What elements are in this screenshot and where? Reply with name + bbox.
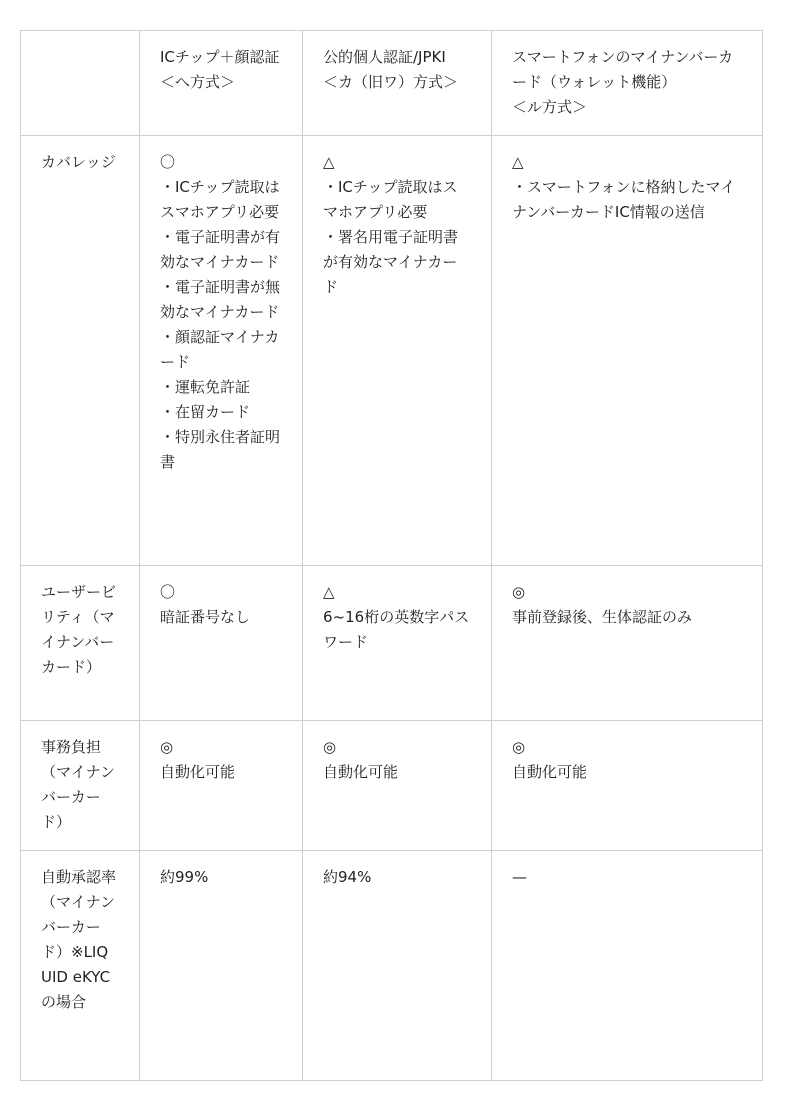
cell-line: △	[323, 583, 335, 601]
table-row-usability	[21, 566, 763, 721]
cell-line: △	[512, 153, 524, 171]
row-label: カバレッジ	[21, 136, 140, 566]
header-line: 公的個人認証/JPKI	[323, 48, 446, 66]
cell-line: ・署名用電子証明書が有効なマイナカード	[323, 228, 459, 296]
table-row-approval-rate	[21, 851, 763, 1081]
cell-line: ◎	[323, 738, 337, 756]
cell-line: ・ICチップ読取はスマホアプリ必要	[323, 178, 458, 221]
table-cell	[303, 136, 492, 566]
cell-line: ・電子証明書が有効なマイナカード	[160, 228, 281, 271]
cell-line: 事前登録後、生体認証のみ	[512, 608, 693, 626]
row-label: ユーザービリティ（マイナンバーカード）	[21, 566, 140, 721]
table-cell	[140, 851, 303, 1081]
cell-line: ・特別永住者証明書	[160, 428, 281, 471]
cell-line: ・運転免許証	[160, 378, 251, 396]
table-row-admin-burden	[21, 721, 763, 851]
table-cell	[492, 136, 763, 566]
cell-line: ・顔認証マイナカード	[160, 328, 280, 371]
cell-line: 〇	[160, 153, 176, 171]
comparison-table	[20, 30, 763, 1081]
table-cell	[303, 566, 492, 721]
cell-line: 自動化可能	[160, 763, 236, 781]
row-label: 事務負担（マイナンバーカード）	[21, 721, 140, 851]
table-cell	[492, 851, 763, 1081]
cell-line: ・電子証明書が無効なマイナカード	[160, 278, 281, 321]
cell-line: ・スマートフォンに格納したマイナンバーカードIC情報の送信	[512, 178, 736, 221]
header-cell-he-method	[140, 31, 303, 136]
table-cell	[303, 721, 492, 851]
cell-line: 自動化可能	[512, 763, 588, 781]
header-corner-cell	[21, 31, 140, 136]
table-cell	[492, 721, 763, 851]
header-line: ICチップ＋顔認証	[160, 48, 280, 66]
cell-line: ◎	[160, 738, 174, 756]
header-line: ＜へ方式＞	[160, 73, 236, 91]
header-cell-jpki-method	[303, 31, 492, 136]
cell-line: ◎	[512, 583, 526, 601]
header-line: ＜ル方式＞	[512, 98, 588, 116]
table-cell	[303, 851, 492, 1081]
cell-line: ・在留カード	[160, 403, 251, 421]
cell-line: 約94%	[323, 868, 372, 886]
header-row	[21, 31, 763, 136]
cell-line: 約99%	[160, 868, 209, 886]
table-cell	[140, 136, 303, 566]
cell-line: 暗証番号なし	[160, 608, 251, 626]
table-cell	[140, 721, 303, 851]
table-cell	[492, 566, 763, 721]
row-label: 自動承認率（マイナンバーカード）※LIQUID eKYCの場合	[21, 851, 140, 1081]
cell-line: 6~16桁の英数字パスワード	[323, 608, 470, 651]
header-line: スマートフォンのマイナンバーカード（ウォレット機能）	[512, 48, 734, 91]
cell-line: —	[512, 868, 527, 886]
cell-line: △	[323, 153, 335, 171]
header-cell-smartphone-method	[492, 31, 763, 136]
cell-line: ◎	[512, 738, 526, 756]
cell-line: 自動化可能	[323, 763, 399, 781]
table-cell	[140, 566, 303, 721]
cell-line: ・ICチップ読取はスマホアプリ必要	[160, 178, 280, 221]
cell-line: 〇	[160, 583, 176, 601]
header-line: ＜カ（旧ワ）方式＞	[323, 73, 459, 91]
table-row-coverage	[21, 136, 763, 566]
